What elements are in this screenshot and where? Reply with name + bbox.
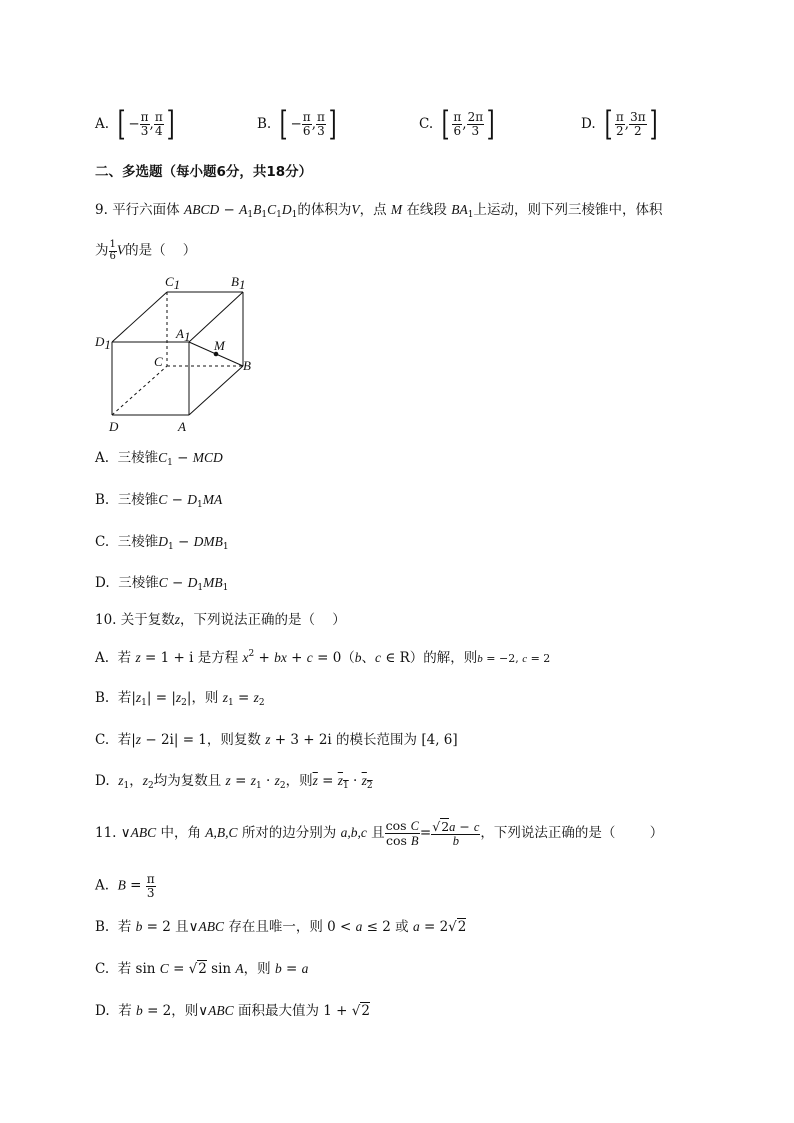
q9-stem-line2: 为 $\frac{1}{6}$ V的是（ ） xyxy=(95,239,197,262)
q11-choice-b: B. 若 b = 2 且∨ABC 存在且唯一，则 0 < a ≤ 2 或 a = 2√2 xyxy=(95,919,467,935)
q10-choice-b: B. 若$|z_1| = |z_2|$，则 $z_1 = z_2$ xyxy=(95,690,265,708)
section-title: 二、多选题（每小题6分，共18分） xyxy=(95,164,313,180)
q11-choice-a: A. B = $\frac{\pi}{3}$ xyxy=(95,872,155,900)
label-b1: B1 xyxy=(231,274,246,292)
label-c1: C1 xyxy=(165,274,181,292)
q11-choice-d: D. 若 b = 2，则∨ABC 面积最大值为 1 + √2 xyxy=(95,1003,370,1019)
option-label: D. xyxy=(581,116,596,132)
option-d: D. [ $\frac{\pi}{2}$ , $\frac{3\pi}{2}$ ] xyxy=(581,104,658,144)
option-b: B. [ − $\frac{\pi}{6}$ , $\frac{\pi}{3}$ ] xyxy=(257,104,337,144)
option-a: A. [ − $\frac{\pi}{3}$ , $\frac{\pi}{4}$ ] xyxy=(95,104,175,144)
label-b: B xyxy=(243,358,251,373)
label-d: D xyxy=(109,419,119,434)
label-c: C xyxy=(154,354,163,369)
q10-choice-d: D. $z_1$，$z_2$均为复数且 $z = z_1 \cdot z_2$，则$\overline{z} = z_1 \cdot z_2$ xyxy=(95,773,373,791)
label-a1: A1 xyxy=(176,326,191,344)
q10-stem: 10. 关于复数z，下列说法正确的是（ ） xyxy=(95,612,346,628)
q9-choice-c: C. 三棱锥$D_1 - DMB_1$ xyxy=(95,534,229,552)
q10-choice-c: C. 若|z − 2i| = 1，则复数 z + 3 + 2i 的模长范围为 [4, 6] xyxy=(95,732,458,748)
q9-choice-b: B. 三棱锥$C - D_1MA$ xyxy=(95,492,223,510)
q10-choice-a: A. 若 z = 1 + i 是方程 $x^2$ + bx + c = 0（b、c ∈ R）的解，则b = −2, c = 2 xyxy=(95,649,551,666)
option-label: B. xyxy=(257,116,272,132)
label-a: A xyxy=(178,419,186,434)
q9-choice-a: A. 三棱锥$C_1$ − MCD xyxy=(95,450,223,468)
q9-stem: 9. 平行六面体 ABCD − $A_1B_1C_1D_1$的体积为V，点 M 在线段 $BA_1$上运动，则下列三棱锥中，体积 xyxy=(95,202,663,220)
q11-choice-c: C. 若 sin C = √2 sin A，则 b = a xyxy=(95,961,309,977)
q9-choice-d: D. 三棱锥$C - D_1MB_1$ xyxy=(95,575,229,593)
q9-figure xyxy=(92,272,272,437)
q11-stem: 11. ∨ABC 中，角 A,B,C 所对的边分别为 a,b,c 且 $\frac{\text{cos C}}{\text{cos B}}$ = $\frac{√2a - c}{b}$ ，下列说法正确的是（ ） xyxy=(95,818,664,849)
option-label: A. xyxy=(95,116,110,132)
option-c: C. [ $\frac{\pi}{6}$ , $\frac{2\pi}{3}$ ] xyxy=(419,104,495,144)
option-label: C. xyxy=(419,116,434,132)
label-m: M xyxy=(214,338,225,353)
label-d1: D1 xyxy=(95,334,111,352)
